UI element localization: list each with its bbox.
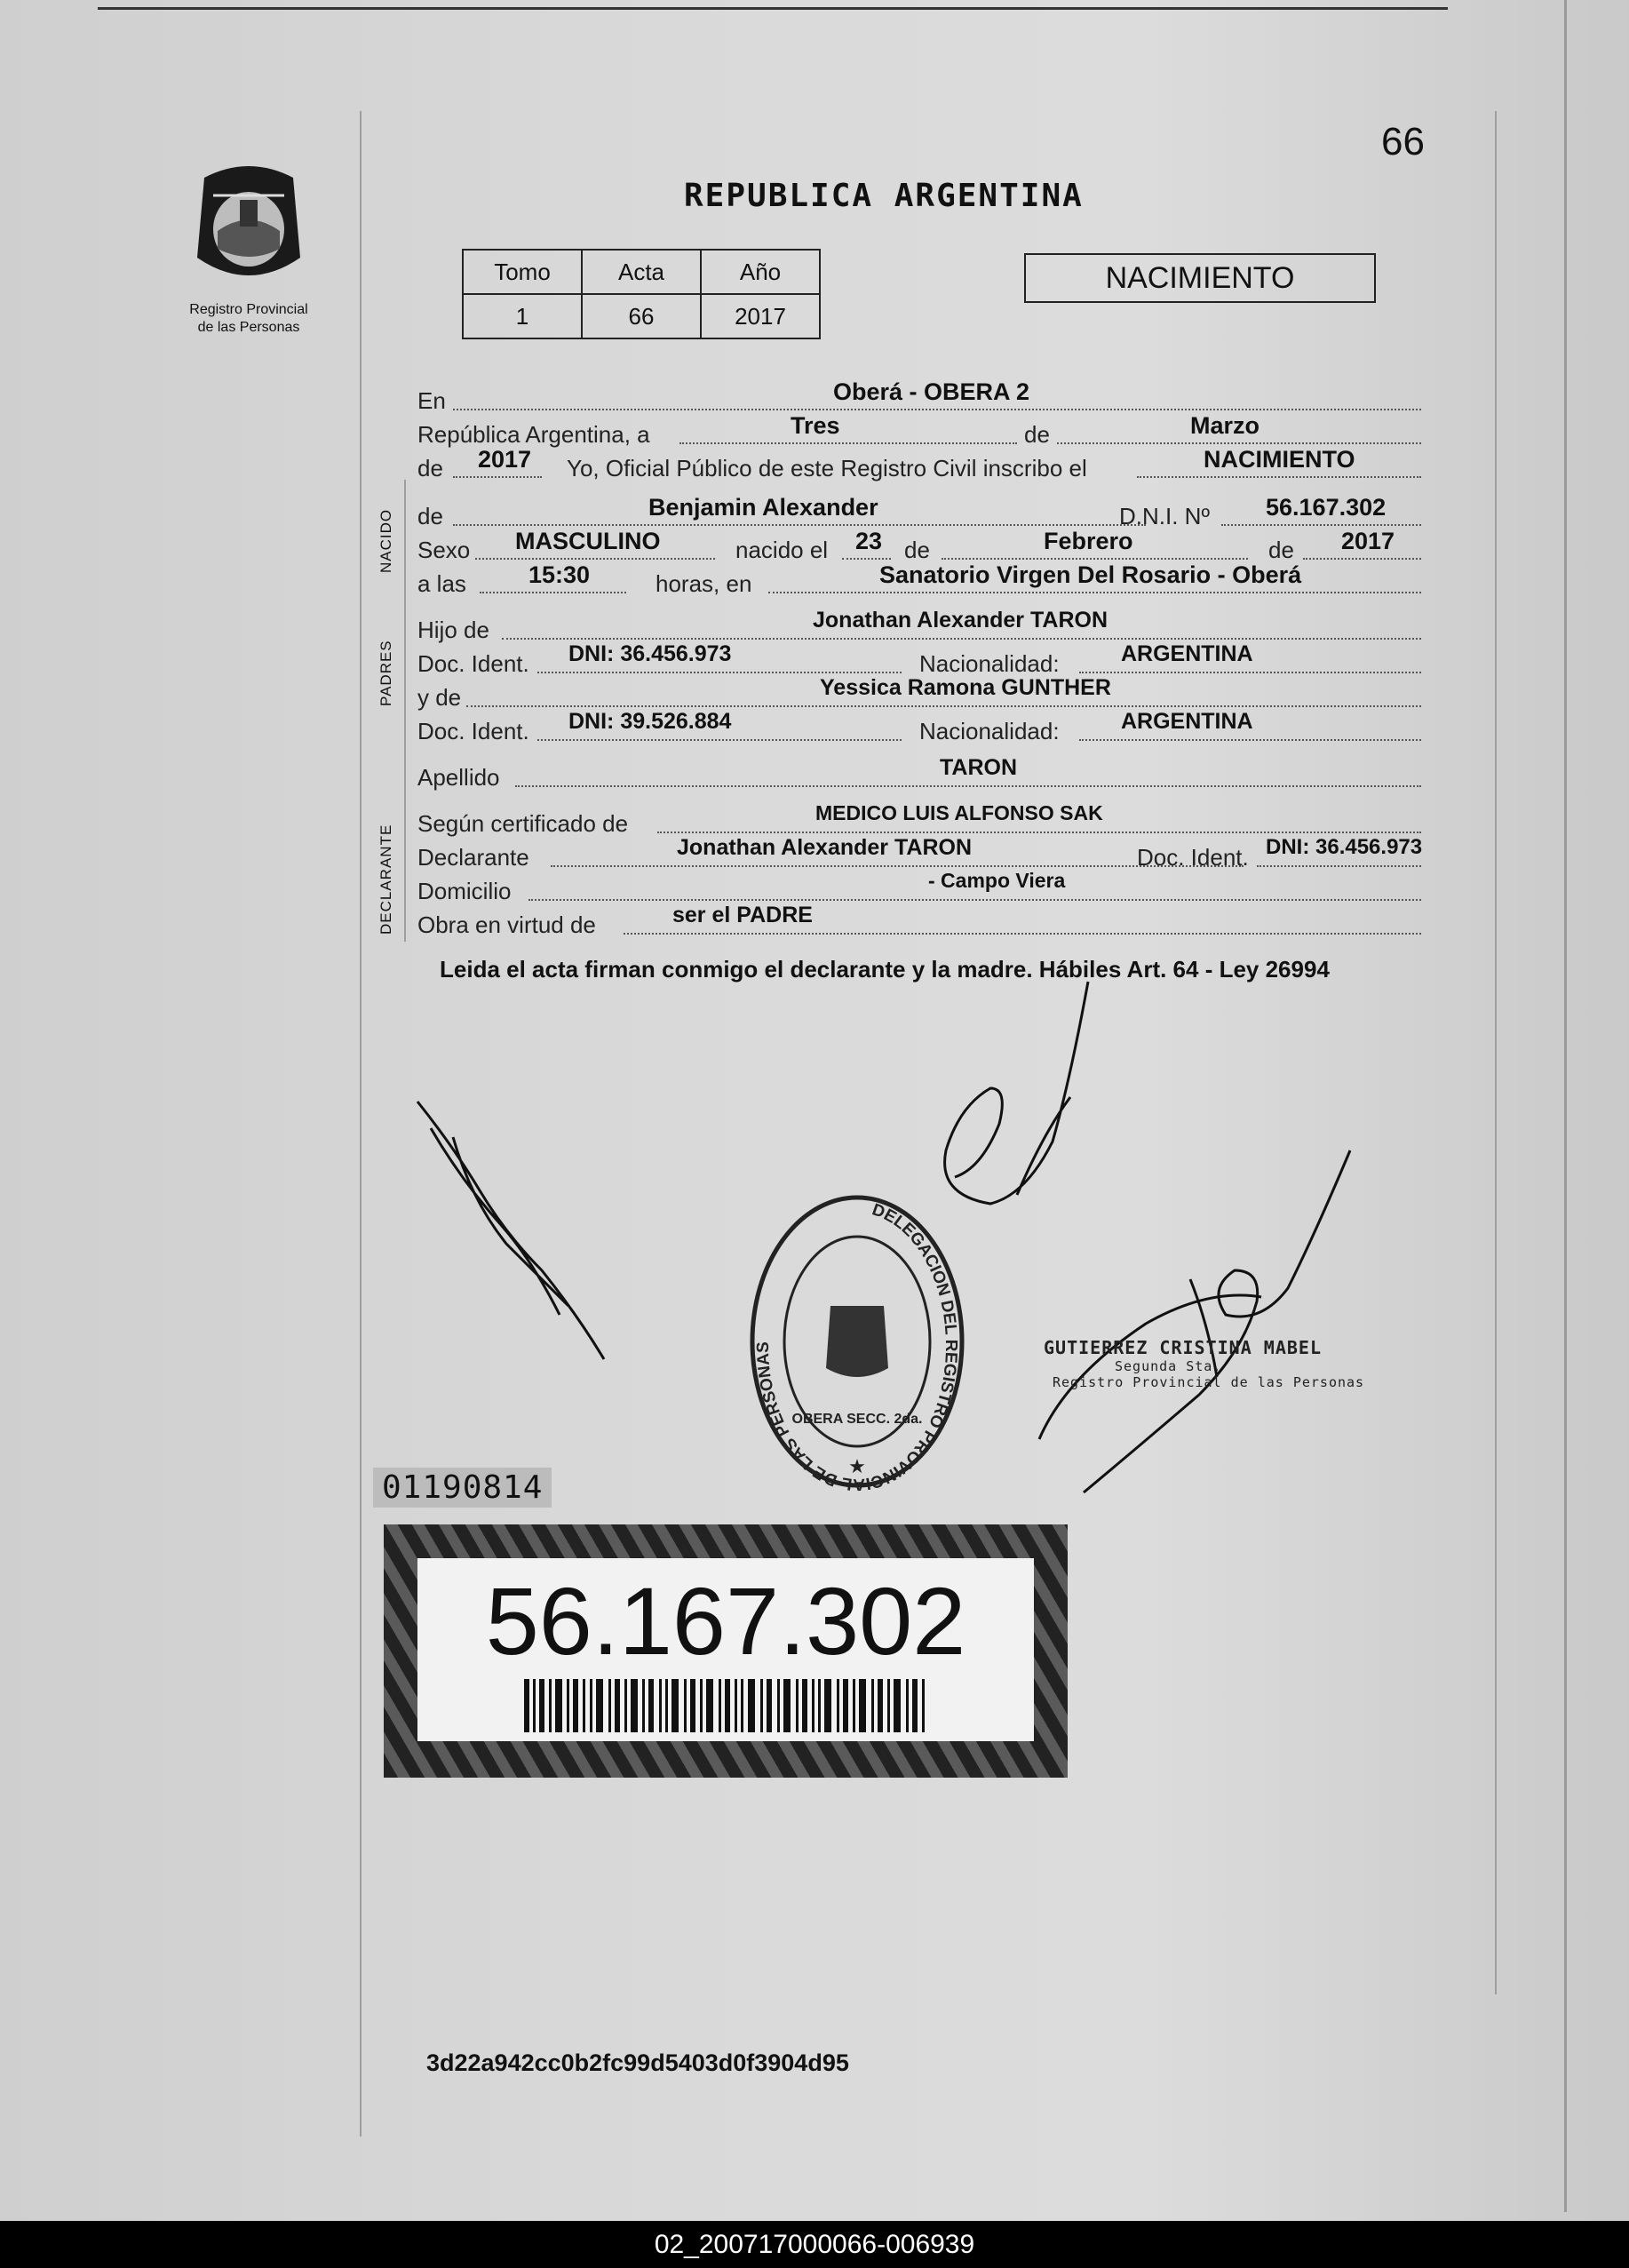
domicilio-label: Domicilio [417,878,512,904]
mother-doc-label: Doc. Ident. [417,718,529,744]
de2-label: de [417,455,443,481]
sexo-value: MASCULINO [515,528,661,554]
mother-nac-label: Nacionalidad: [919,718,1060,744]
place-value: Oberá - OBERA 2 [833,378,1030,405]
row-domicilio [417,869,1439,904]
cert-value: MEDICO LUIS ALFONSO SAK [815,801,1103,824]
nacido-el-label: nacido el [735,537,829,563]
child-name-value: Benjamin Alexander [648,494,878,521]
folio-number: 66 [1381,120,1425,163]
act-value: NACIMIENTO [1204,446,1355,473]
id-label-inner [417,1558,1034,1741]
table-header-tomo: Tomo [463,250,582,294]
document-title: REPUBLICA ARGENTINA [684,178,1084,214]
serial-number: 01190814 [373,1468,552,1508]
right-margin-line [1495,111,1497,1994]
row-year [417,446,1439,481]
oficial-text: Yo, Oficial Público de este Registro Civil inscribo el [567,455,1087,481]
table-header-anio: Año [701,250,820,294]
father-nat-value: ARGENTINA [1121,641,1253,666]
nacido-de3-label: de [1268,537,1294,563]
father-nac-label: Nacionalidad: [919,650,1060,677]
svg-text:★: ★ [848,1455,866,1477]
official-name: GUTIERREZ CRISTINA MABEL [1044,1337,1322,1358]
republica-label: República Argentina, a [417,421,650,448]
child-dni-value: 56.167.302 [1266,494,1387,521]
birth-year-value: 2017 [1341,528,1395,554]
table-value-tomo: 1 [463,294,582,338]
birth-month-value: Febrero [1044,528,1133,554]
row-obra [417,903,1439,938]
father-doc-value: DNI: 36.456.973 [568,641,732,666]
province-crest-icon [187,160,311,293]
left-margin-line [360,111,362,2137]
birth-day-value: 23 [855,528,883,554]
top-rule [98,7,1448,10]
obra-label: Obra en virtud de [417,911,596,938]
section-label-declarante: DECLARANTE [377,824,394,935]
section-label-nacido: NACIDO [377,508,394,573]
page-edge [1564,0,1567,2212]
official-signature [1030,1146,1368,1501]
year-value: 2017 [478,446,532,473]
row-y-de [417,675,1439,711]
row-hijo-de [417,608,1439,643]
doc-type-box: NACIMIENTO [1024,253,1376,303]
row-certificado [417,801,1439,837]
row-father-doc [417,641,1439,677]
declarante-label: Declarante [417,844,529,871]
file-id-footer: 02_200717000066-006939 [0,2221,1629,2268]
father-name-value: Jonathan Alexander TARON [813,608,1108,633]
row-declarante [417,835,1439,871]
seal-inner-text: OBERA SECC. 2da. [791,1412,923,1427]
document-hash: 3d22a942cc0b2fc99d5403d0f3904d95 [426,2049,849,2076]
mother-doc-value: DNI: 39.526.884 [568,709,732,734]
sexo-label: Sexo [417,537,471,563]
father-doc-label: Doc. Ident. [417,650,529,677]
horas-label: horas, en [656,570,752,597]
domicilio-value: - Campo Viera [928,869,1066,892]
row-mother-doc [417,709,1439,744]
apellido-label: Apellido [417,764,500,791]
apellido-value: TARON [940,755,1018,780]
en-label: En [417,387,446,414]
section-divider-line [404,480,406,942]
cert-label: Según certificado de [417,810,629,837]
row-nacido-sexo [417,528,1439,563]
mother-nat-value: ARGENTINA [1121,709,1253,734]
official-line2: Segunda Sta. [1115,1358,1222,1374]
logo-caption-line1: Registro Provincial [189,302,308,317]
row-apellido [417,755,1439,791]
dni-label: D.N.I. Nº [1119,503,1210,529]
table-value-acta: 66 [582,294,701,338]
declarante-doc-value: DNI: 36.456.973 [1266,835,1423,859]
closing-statement: Leida el acta firman conmigo el declarante y la madre. Hábiles Art. 64 - Ley 26994 [440,956,1330,983]
y-de-label: y de [417,684,462,711]
official-stamp-text [1044,1337,1364,1390]
table-header-acta: Acta [582,250,701,294]
obra-value: ser el PADRE [672,903,813,927]
logo-caption-line2: de las Personas [197,320,300,335]
left-signature [400,1093,613,1368]
nacido-de2-label: de [904,537,930,563]
row-nacido-name [417,494,1439,529]
id-label-number: 56.167.302 [485,1567,966,1675]
declarante-doc-label: Doc. Ident. [1137,844,1249,871]
id-label [384,1524,1068,1778]
row-date [417,412,1439,448]
month-value: Marzo [1190,412,1260,439]
registry-seal-stamp [746,1190,968,1492]
seal-ring-text: DELEGACION DEL REGISTRO PROVINCIAL DE LAS PERSONAS [753,1200,960,1492]
barcode-icon [524,1679,933,1732]
row-en [417,378,1439,414]
day-value: Tres [791,412,840,439]
row-nacido-hora [417,561,1439,597]
section-label-padres: PADRES [377,640,394,706]
tomo-acta-anio-table [462,249,821,339]
declarante-name-value: Jonathan Alexander TARON [677,835,972,860]
a-las-label: a las [417,570,466,597]
nacido-de-label: de [417,503,443,529]
de-label: de [1024,421,1050,448]
registro-logo [169,160,329,337]
birth-time-value: 15:30 [528,561,591,588]
table-value-anio: 2017 [701,294,820,338]
official-line3: Registro Provincial de las Personas [1053,1374,1365,1390]
mother-name-value: Yessica Ramona GUNTHER [820,675,1111,700]
hijo-de-label: Hijo de [417,617,489,643]
birth-place-value: Sanatorio Virgen Del Rosario - Oberá [879,561,1302,588]
